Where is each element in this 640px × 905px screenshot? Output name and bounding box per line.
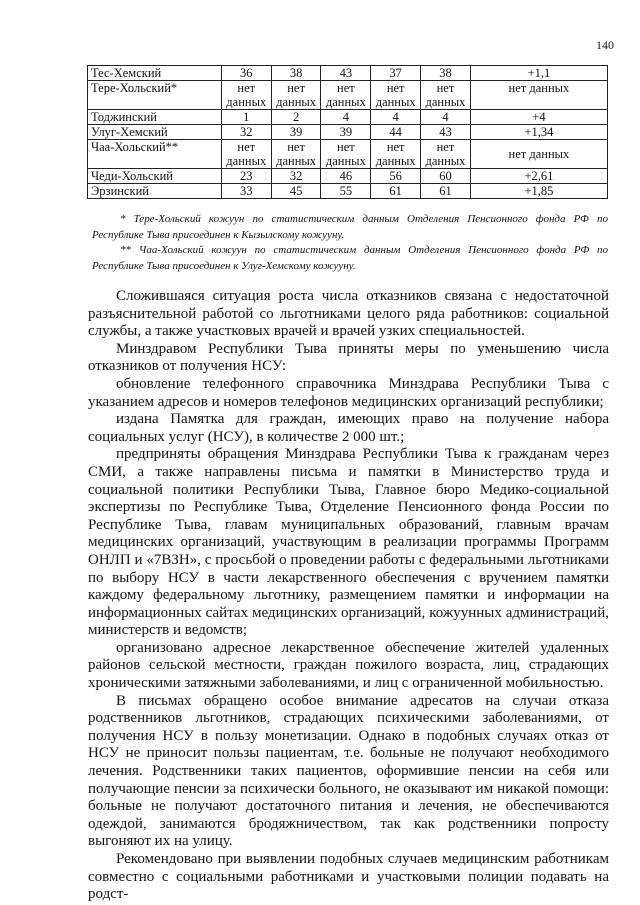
value-cell: 36 <box>221 66 271 81</box>
table-row <box>88 66 608 81</box>
value-line: нет <box>386 140 405 154</box>
value-cell <box>221 140 271 169</box>
region-cell: Тоджинский <box>88 110 222 125</box>
value-cell <box>421 140 471 169</box>
paragraph: обновление телефонного справочника Минздрава Республики Тыва с указанием адресов и номеров телефонов медицинских организаций республики; <box>88 375 609 410</box>
value-cell: 32 <box>271 169 321 184</box>
value-cell: 37 <box>371 66 421 81</box>
value-cell <box>371 81 421 110</box>
value-cell <box>271 140 321 169</box>
value-cell: 39 <box>271 125 321 140</box>
value-cell: 61 <box>421 184 471 199</box>
value-line: нет <box>436 81 455 95</box>
value-cell: 60 <box>421 169 471 184</box>
value-cell <box>321 140 371 169</box>
value-line: нет <box>287 81 305 95</box>
table-row <box>88 169 608 184</box>
trend-cell: +4 <box>470 110 607 125</box>
paragraph: В письмах обращено особое внимание адресатов на случаи отказа родственников льготников, страдающих психическими заболеваниями, от получения НСУ в пользу монетизации. Однако в подобных случаях отказ от НСУ не приносит пользы пациентам, т.е. больные не получают необходимого лечения. Родственники таких пациентов, оформившие пенсии на себя или получающие пенсии за психически больного, не оказывают им никакой помощи: больные не получают достаточного питания и лечения, не обеспечиваются одеждой, занимаются бродяжничеством, так как родственники попросту выгоняют их на улицу. <box>88 692 609 850</box>
page-number: 140 <box>596 38 614 52</box>
region-cell: Тере-Хольский* <box>88 81 222 110</box>
value-cell: 33 <box>221 184 271 199</box>
value-cell: 2 <box>271 110 321 125</box>
value-cell: 32 <box>221 125 271 140</box>
value-line: данных <box>425 154 466 168</box>
trend-cell: +1,34 <box>470 125 607 140</box>
value-cell: 23 <box>221 169 271 184</box>
value-line: нет <box>237 81 256 95</box>
trend-cell: +2,61 <box>470 169 607 184</box>
region-cell: Эрзинский <box>88 184 222 199</box>
value-cell: 46 <box>321 169 371 184</box>
value-cell: 43 <box>421 125 471 140</box>
value-cell: 4 <box>321 110 371 125</box>
table-row <box>88 125 608 140</box>
table-row <box>88 110 608 125</box>
paragraph: издана Памятка для граждан, имеющих право на получение набора социальных услуг (НСУ), в количестве 2 000 шт.; <box>88 411 609 445</box>
value-cell: 38 <box>271 66 321 81</box>
region-cell: Чеди-Хольский <box>88 169 222 184</box>
trend-cell: +1,85 <box>470 184 607 199</box>
table-row <box>88 81 608 110</box>
value-cell <box>371 140 421 169</box>
trend-cell: +1,1 <box>470 66 607 81</box>
footnote: * Тере-Хольский кожуун по статистическим данным Отделения Пенсионного фонда РФ по Республике Тыва присоединен к Кызылскому кожууну. <box>92 213 608 241</box>
value-cell: 45 <box>271 184 321 199</box>
region-cell: Улуг-Хемский <box>88 125 222 140</box>
statistics-table <box>87 65 608 199</box>
paragraph: предприняты обращения Минздрава Республики Тыва к гражданам через СМИ, а также направлены письма и памятки в Министерство труда и социальной политики Республики Тыва, Главное бюро Медико-социальной экспертизы по Республике Тыва, Отделение Пенсионного фонда России по Республике Тыва, главам муниципальных образований, главным врачам медицинских организаций, участвующим в реализации программы Программ ОНЛП и «7ВЗН», с просьбой о проведении работы с федеральными льготниками по выбору НСУ в части лекарственного обеспечения с вручением памятки каждому федеральному льготнику, размещением памятки и информации на информационных сайтах медицинских организаций, кожуунных администраций, министерств и ведомств; <box>88 446 609 639</box>
table-row <box>88 140 608 169</box>
paragraph: Рекомендовано при выявлении подобных случаев медицинским работникам совместно с социальными работниками и участковыми полиции подавать на родст- <box>88 851 609 903</box>
value-cell: 4 <box>421 110 471 125</box>
footnote: ** Чаа-Хольский кожуун по статистическим данным Отделения Пенсионного фонда РФ по Республике Тыва присоединен к Улуг-Хемскому кожууну. <box>92 244 608 272</box>
value-cell <box>421 81 471 110</box>
value-line: нет <box>337 81 355 95</box>
region-cell: Тес-Хемский <box>88 66 222 81</box>
footnotes <box>92 212 608 274</box>
value-cell: 61 <box>371 184 421 199</box>
value-line: данных <box>276 154 317 168</box>
table-row <box>88 184 608 199</box>
value-line: нет <box>386 81 405 95</box>
value-line: нет <box>287 140 305 154</box>
value-cell <box>221 81 271 110</box>
paragraph: Сложившаяся ситуация роста числа отказников связана с недостаточной разъяснительной работой со льготниками целого ряда работников: социальной службы, а также участковых врачей и врачей узких специальностей. <box>88 288 609 340</box>
value-line: данных <box>325 95 366 109</box>
body-text <box>88 288 609 904</box>
value-cell: 44 <box>371 125 421 140</box>
value-line: данных <box>325 154 366 168</box>
value-cell: 39 <box>321 125 371 140</box>
value-line: нет <box>337 140 355 154</box>
value-cell: 38 <box>421 66 471 81</box>
value-line: данных <box>425 95 466 109</box>
region-cell: Чаа-Хольский** <box>88 140 222 169</box>
value-cell: 4 <box>371 110 421 125</box>
trend-cell: нет данных <box>470 140 607 169</box>
value-line: нет <box>237 140 256 154</box>
value-cell: 56 <box>371 169 421 184</box>
value-cell <box>321 81 371 110</box>
value-line: данных <box>226 95 267 109</box>
value-line: данных <box>375 95 416 109</box>
value-cell: 43 <box>321 66 371 81</box>
value-cell: 55 <box>321 184 371 199</box>
paragraph: организовано адресное лекарственное обеспечение жителей удаленных районов сельской местности, граждан пожилого возраста, лиц, страдающих хроническими затяжными заболеваниями, и лиц с ограниченной мобильностью. <box>88 639 609 692</box>
value-line: данных <box>375 154 416 168</box>
trend-cell: нет данных <box>470 81 607 110</box>
value-line: данных <box>226 154 267 168</box>
value-cell <box>271 81 321 110</box>
value-cell: 1 <box>221 110 271 125</box>
value-line: данных <box>276 95 317 109</box>
paragraph: Минздравом Республики Тыва приняты меры по уменьшению числа отказников от получения НСУ: <box>88 340 609 375</box>
value-line: нет <box>436 140 455 154</box>
